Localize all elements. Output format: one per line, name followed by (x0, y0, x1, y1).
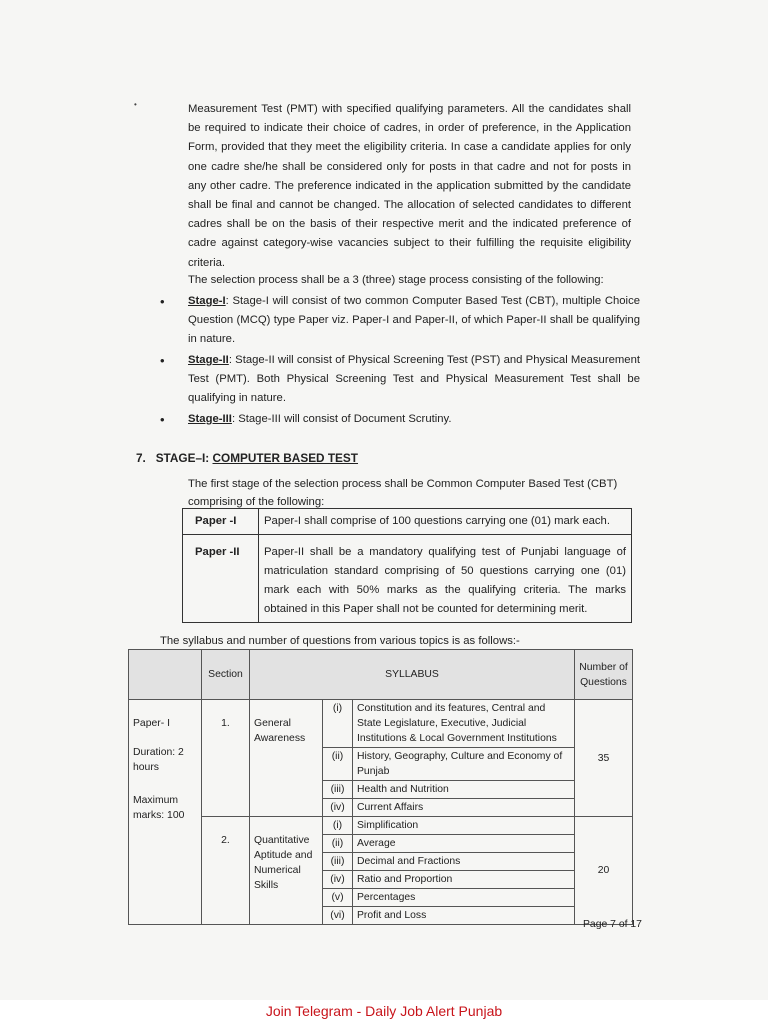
duration-label: Duration: 2 hours (133, 747, 184, 773)
stray-dot: • (134, 100, 137, 109)
syllabus-header: SYLLABUS (250, 650, 575, 700)
section-header: Section (202, 650, 250, 700)
topic-text: Profit and Loss (353, 907, 575, 925)
section-name: Quantitative Aptitude and Numerical Skills (250, 817, 323, 925)
bullet-icon: • (160, 412, 165, 427)
section-number: 1. (202, 700, 250, 817)
topic-roman: (iv) (323, 871, 353, 889)
table-row (129, 817, 633, 835)
section-7-heading (136, 451, 358, 465)
stage-item (160, 351, 640, 408)
paper-name: Paper -I (183, 509, 259, 535)
stage-text: : Stage-III will consist of Document Scrutiny. (231, 413, 452, 425)
topic-roman: (ii) (323, 748, 353, 781)
number-header: Number of Questions (575, 650, 633, 700)
section-name: General Awareness (250, 700, 323, 817)
topic-text: Health and Nutrition (353, 781, 575, 799)
stage-item (160, 410, 640, 429)
stage-text: : Stage-I will consist of two common Computer Based Test (CBT), multiple Choice Question (MCQ) type Paper viz. Paper-I and Paper-II, of which Paper-II shall be qualifying in nature. (188, 295, 640, 345)
topic-text: Constitution and its features, Central and State Legislature, Executive, Judicial Institutions & Local Government Institutions (353, 700, 575, 748)
section-number: 7. (136, 451, 146, 465)
topic-roman: (i) (323, 817, 353, 835)
page-number: Page 7 of 17 (583, 919, 642, 930)
topic-text: Decimal and Fractions (353, 853, 575, 871)
topic-roman: (iii) (323, 853, 353, 871)
bullet-icon: • (160, 294, 165, 309)
table-row (183, 535, 632, 623)
section-title: COMPUTER BASED TEST (212, 451, 359, 465)
topic-roman: (ii) (323, 835, 353, 853)
topic-text: Percentages (353, 889, 575, 907)
table-row (183, 509, 632, 535)
stage-label: Stage-III (188, 413, 232, 425)
topic-roman: (iii) (323, 781, 353, 799)
topic-text: History, Geography, Culture and Economy of Punjab (353, 748, 575, 781)
telegram-footer-link[interactable]: Join Telegram - Daily Job Alert Punjab (265, 1003, 503, 1019)
syllabus-table (128, 649, 633, 925)
question-count: 35 (575, 700, 633, 817)
stage-label: Stage-I (188, 295, 226, 307)
empty-header (129, 650, 202, 700)
topic-text: Average (353, 835, 575, 853)
max-marks-label: Maximum marks: 100 (133, 795, 185, 821)
papers-table (182, 508, 632, 623)
section-prefix: STAGE–I: (155, 451, 213, 465)
stage-label: Stage-II (188, 354, 229, 366)
stages-list (160, 292, 640, 431)
paper-desc: Paper-II shall be a mandatory qualifying test of Punjabi language of matriculation standard comprising of 50 questions carrying one (01) mark each with 50% marks as the qualifying criteria. The marks obtained in this Paper shall not be counted for determining merit. (259, 535, 632, 623)
stage-item (160, 292, 640, 349)
cbt-intro: The first stage of the selection process shall be Common Computer Based Test (CBT) comprising of the following: (188, 478, 618, 508)
topic-text: Current Affairs (353, 799, 575, 817)
topic-roman: (vi) (323, 907, 353, 925)
intro-paragraph: Measurement Test (PMT) with specified qualifying parameters. All the candidates shall be required to indicate their choice of cadres, in order of preference, in the Application Form, provided that they meet the eligibility criteria. In case a candidate applies for only one cadre she/he shall be considered only for posts in that cadre and not for posts in any other cadre. The preference indicated in the application submitted by the candidate shall be final and cannot be changed. The allocation of selected candidates to different cadres shall be on the basis of their respective merit and the indicated preference of cadre against category-wise vacancies subject to their fulfilling the requisite eligibility criteria. (188, 103, 631, 269)
section-number: 2. (202, 817, 250, 925)
stage-text: : Stage-II will consist of Physical Screening Test (PST) and Physical Measurement Test (PMT). Both Physical Screening Test and Physical Measurement Test shall be qualifying in nature. (188, 354, 640, 404)
selection-intro: The selection process shall be a 3 (three) stage process consisting of the following: (188, 274, 604, 286)
question-count: 20 (575, 817, 633, 925)
topic-text: Simplification (353, 817, 575, 835)
syllabus-intro: The syllabus and number of questions from various topics is as follows:- (160, 635, 520, 647)
paper-info-cell (129, 700, 202, 925)
paper-name: Paper -II (183, 535, 259, 623)
topic-roman: (iv) (323, 799, 353, 817)
topic-roman: (v) (323, 889, 353, 907)
topic-roman: (i) (323, 700, 353, 748)
topic-text: Ratio and Proportion (353, 871, 575, 889)
bullet-icon: • (160, 353, 165, 368)
paper-label: Paper- I (133, 718, 170, 729)
table-header-row (129, 650, 633, 700)
paper-desc: Paper-I shall comprise of 100 questions carrying one (01) mark each. (259, 509, 632, 535)
table-row (129, 700, 633, 748)
